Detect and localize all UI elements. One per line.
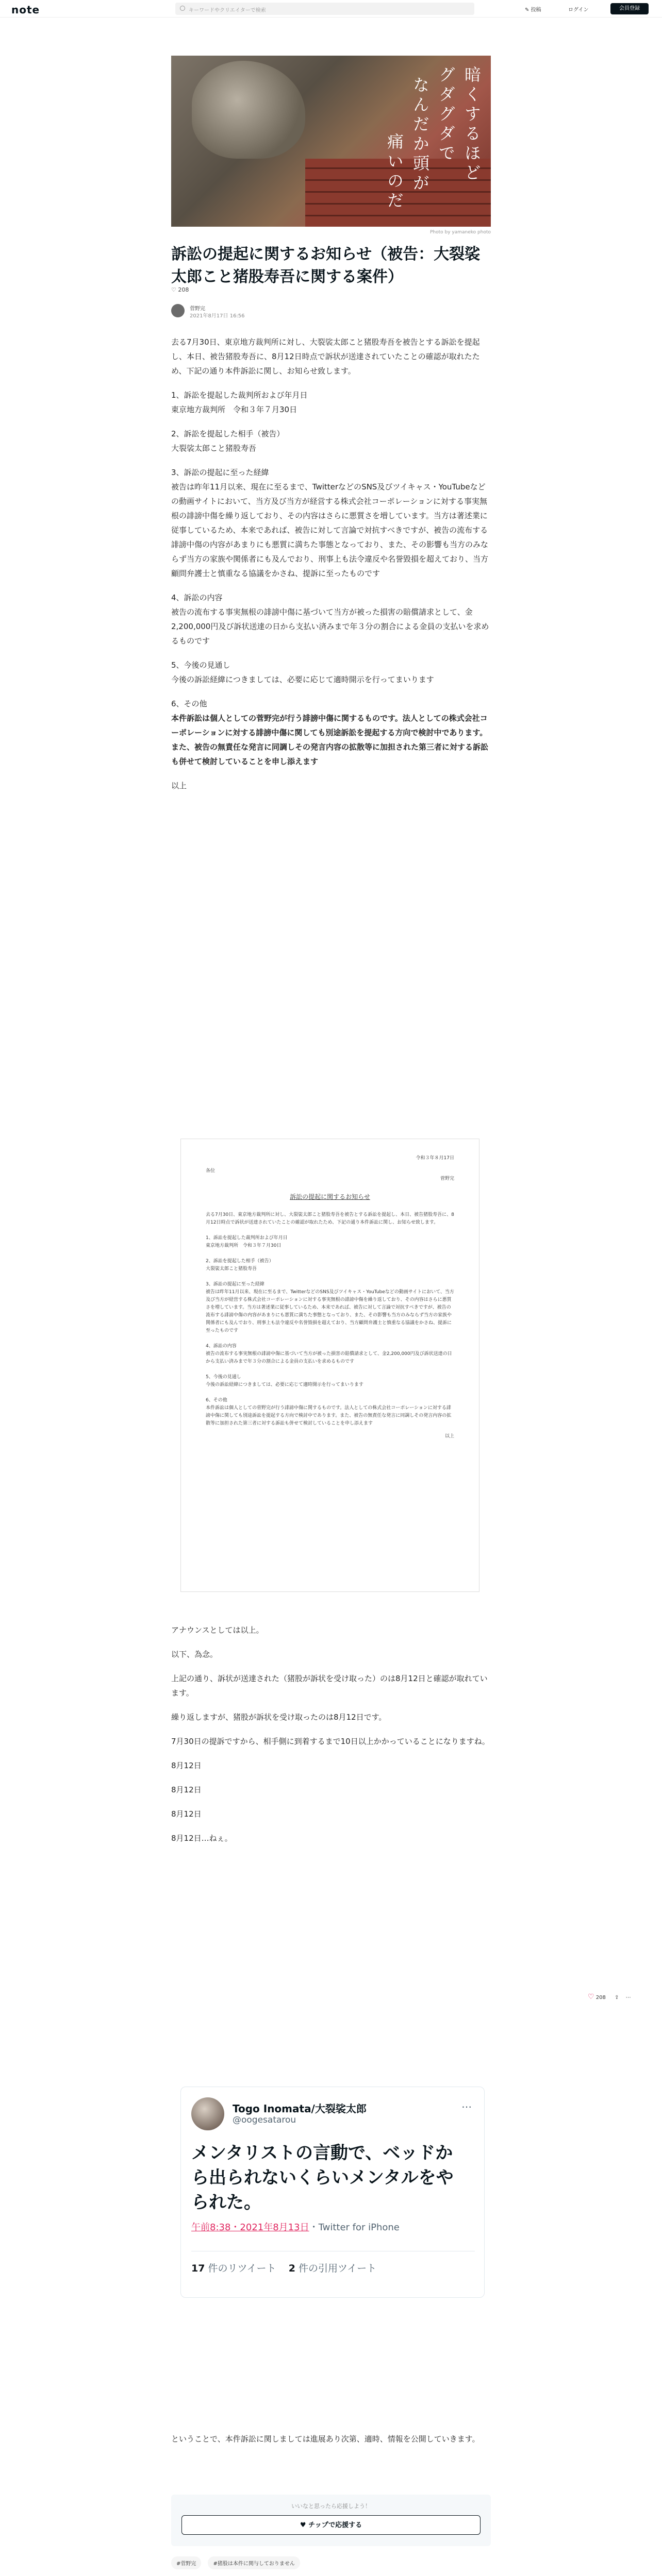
- login-button[interactable]: ログイン: [568, 7, 589, 13]
- embedded-tweet[interactable]: [180, 2087, 485, 2298]
- doc-p9: 5、今後の見通し: [206, 1375, 241, 1380]
- post-date: 2021年8月17日 16:56: [190, 313, 245, 319]
- tip-label: チップで応援する: [308, 2521, 362, 2529]
- doc-p6: 被告は昨年11月以来、現在に至るまで、TwitterなどのSNS及びツイキャス・YouTubeなどの動画サイトにおいて、当方及び当方が経営する株式会社コーポレーションに対する事実無根の誹謗中傷を繰り返しており、その内容はさらに悪質さを増しています。当方は著述業に従事しているため、本来であれば、被告に対して言論で対抗すべきですが、被告の流布する誹謗中傷の内容があまりにも悪質に満ちた事態となっており、また、その影響も当方のみならず当方の家族や関係者にも及んでおり、刑事上も法令違反や名誉毀損を超えており、当方顧問弁護士と慎重なる協議をかさね、提訴に至ったものです: [206, 1290, 454, 1333]
- floating-actions: [588, 1993, 631, 2001]
- tweet-avatar[interactable]: [191, 2097, 224, 2130]
- register-button[interactable]: 会員登録: [610, 3, 649, 14]
- paragraph: 本件訴訟は個人としての菅野完が行う誹謗中傷に関するものです。法人としての株式会社コーポレーションに対する誹謗中傷に関しても別途訴訟を提起する方向で検討中であります。また、被告の無責任な発言に同調しその発言内容の拡散等に加担された第三者に対する訴訟も併せて検討していることを申し添えます: [171, 714, 489, 766]
- doc-p7: 4、訴訟の内容: [206, 1344, 237, 1349]
- support-box: [171, 2495, 491, 2546]
- doc-from: 菅野完: [440, 1176, 454, 1181]
- hero-text-1: 暗くするほど: [462, 66, 482, 183]
- paragraph: 繰り返しますが、猪股が訴状を受け取ったのは8月12日です。: [171, 1713, 387, 1722]
- paragraph: 以下、為念。: [171, 1650, 218, 1659]
- tweet-more-icon[interactable]: ⋯: [461, 2100, 472, 2113]
- doc-p0: 去る7月30日、東京地方裁判所に対し、大裂裟太郎こと猪股寿吾を被告とする訴訟を提起し、本日、被告猪股寿吾に、8月12日時点で訴状が送達されていたことの確認が取れたため、下記の通り本件訴訟に関し、お知らせ致します。: [206, 1212, 454, 1225]
- doc-p5: 3、訴訟の提起に至った経緯: [206, 1282, 264, 1287]
- doc-end: 以上: [444, 1434, 454, 1439]
- paragraph: 5、今後の見通し: [171, 660, 230, 670]
- retweet-label: 件のリツイート: [208, 2263, 276, 2274]
- doc-p8: 被告の流布する事実無根の誹謗中傷に基づいて当方が被った損害の賠償請求として、金2,200,000円及び訴状送達の日から支払い済みまで年３分の割合による金員の支払いを求めるものです: [206, 1351, 452, 1364]
- paragraph: 被告の流布する事実無根の誹謗中傷に基づいて当方が被った損害の賠償請求として、金2,200,000円及び訴状送達の日から支払い済みまで年３分の割合による金員の支払いを求めるものです: [171, 607, 489, 646]
- doc-date: 令和３年８月17日: [416, 1156, 454, 1161]
- tweet-source: ・Twitter for iPhone: [309, 2222, 400, 2233]
- quote-label: 件の引用ツイート: [299, 2263, 377, 2274]
- post-button[interactable]: ✎ 投稿: [525, 7, 541, 13]
- note-logo[interactable]: note: [11, 4, 40, 16]
- paragraph: 上記の通り、訴状が送達された（猪股が訴状を受け取った）のは8月12日と確認が取れています。: [171, 1674, 488, 1698]
- paragraph: 8月12日: [171, 1761, 202, 1770]
- doc-p1: 1、訴訟を提起した裁判所および年月日: [206, 1235, 288, 1241]
- article-title: 訴訟の提起に関するお知らせ（被告：大裂裟太郎こと猪股寿吾に関する案件）: [171, 245, 481, 286]
- tag[interactable]: #猪股は本件に関与しておりません: [208, 2556, 300, 2569]
- doc-p2: 東京地方裁判所 令和３年７月30日: [206, 1243, 282, 1248]
- like-count: 208: [178, 286, 189, 293]
- tweet-author-name[interactable]: Togo Inomata/大裂裟太郎: [233, 2103, 367, 2115]
- paragraph: 6、その他: [171, 699, 207, 708]
- paragraph: 4、訴訟の内容: [171, 593, 223, 602]
- photo-credit: Photo by yamaneko photo: [429, 230, 491, 235]
- retweet-count[interactable]: 17: [191, 2263, 205, 2274]
- doc-title: 訴訟の提起に関するお知らせ: [290, 1193, 370, 1200]
- tweet-meta: [191, 2220, 400, 2233]
- closing-text: [171, 2432, 491, 2446]
- paragraph: 東京地方裁判所 令和３年７月30日: [171, 405, 297, 414]
- article-body: [171, 335, 491, 793]
- hero-image: [171, 56, 491, 227]
- paragraph: 1、訴訟を提起した裁判所および年月日: [171, 391, 308, 400]
- doc-p11: 6、その他: [206, 1398, 227, 1403]
- tag-list: [171, 2556, 491, 2569]
- paragraph: 去る7月30日、東京地方裁判所に対し、大裂裟太郎こと猪股寿吾を被告とする訴訟を提起し、本日、被告猪股寿吾に、8月12日時点で訴状が送達されていたことの確認が取れたため、下記の通り本件訴訟に関し、お知らせ致します。: [171, 337, 480, 376]
- article-body-2: [171, 1623, 491, 1845]
- support-lead: いいなと思ったら応援しよう！: [291, 2503, 371, 2510]
- doc-p4: 大裂裟太郎こと猪股寿吾: [206, 1266, 257, 1272]
- hero-text-3: なんだか頭が: [410, 76, 430, 194]
- tip-button[interactable]: ♥ チップで応援する: [181, 2515, 481, 2535]
- doc-p3: 2、訴訟を提起した相手（被告）: [206, 1259, 274, 1264]
- post-label: 投稿: [531, 7, 541, 13]
- paragraph: 2、訴訟を提起した相手（被告）: [171, 429, 285, 438]
- paragraph: 8月12日: [171, 1785, 202, 1794]
- top-header: [0, 0, 662, 18]
- cat-photo: [192, 61, 305, 159]
- tag[interactable]: #菅野完: [171, 2556, 201, 2569]
- hero-text-2: グダグダで: [436, 66, 456, 164]
- paragraph: アナウンスとしては以上。: [171, 1625, 264, 1635]
- search-placeholder: キーワードやクリエイターで検索: [189, 8, 266, 13]
- quote-count[interactable]: 2: [288, 2263, 295, 2274]
- paragraph: 8月12日…ねぇ。: [171, 1834, 233, 1843]
- like-icon[interactable]: ♡: [588, 1993, 594, 2001]
- paragraph: 3、訴訟の提起に至った経緯: [171, 468, 269, 477]
- doc-p10: 今後の訴訟経緯につきましては、必要に応じて適時開示を行ってまいります: [206, 1382, 363, 1387]
- author-name[interactable]: 菅野完: [190, 306, 205, 312]
- paragraph: 以上: [171, 781, 187, 790]
- author-avatar[interactable]: [171, 304, 185, 317]
- search-icon: [180, 6, 185, 11]
- more-icon[interactable]: ⋯: [625, 1995, 631, 2001]
- paragraph: 7月30日の提訴ですから、相手側に到着するまで10日以上かかっていることになりますね。: [171, 1737, 490, 1746]
- tweet-handle[interactable]: @oogesatarou: [233, 2115, 296, 2125]
- document-image[interactable]: [180, 1139, 479, 1592]
- side-like-count: 208: [595, 1995, 606, 2001]
- hero-text-4: 痛いのだ: [385, 133, 404, 211]
- tweet-timestamp[interactable]: 午前8:38・2021年8月13日: [191, 2222, 309, 2233]
- paragraph: 大裂裟太郎こと猪股寿吾: [171, 444, 257, 453]
- search-input[interactable]: [175, 3, 474, 15]
- tweet-text: メンタリストの言動で、ベッドから出られないくらいメンタルをやられた。: [191, 2143, 454, 2213]
- tweet-stats: [191, 2251, 475, 2275]
- paragraph: 8月12日: [171, 1809, 202, 1819]
- share-icon[interactable]: ⇪: [615, 1995, 619, 2001]
- paragraph: ということで、本件訴訟に関しましては進展あり次第、適時、情報を公開していきます。: [171, 2434, 480, 2444]
- doc-p12: 本件訴訟は個人としての菅野完が行う誹謗中傷に関するものです。法人としての株式会社コーポレーションに対する誹謗中傷に関しても別途訴訟を提起する方向で検討中であります。また、被告の無責任な発言に同調しその発言内容の拡散等に加担された第三者に対する訴訟も併せて検討していることを申し添えます: [206, 1405, 452, 1426]
- paragraph: 今後の訴訟経緯につきましては、必要に応じて適時開示を行ってまいります: [171, 675, 434, 684]
- like-count-top[interactable]: ♡ 208: [171, 286, 189, 293]
- doc-to: 各位: [206, 1168, 216, 1174]
- paragraph: 被告は昨年11月以来、現在に至るまで、TwitterなどのSNS及びツイキャス・YouTubeなどの動画サイトにおいて、当方及び当方が経営する株式会社コーポレーションに対する事実無根の誹謗中傷を繰り返しており、その内容はさらに悪質さを増しています。当方は著述業に従事しているため、本来であれば、被告に対して言論で対抗すべきですが、被告の流布する誹謗中傷の内容があまりにも悪質に満ちた事態となっており、また、その影響も当方のみならず当方の家族や関係者にも及んでおり、刑事上も法令違反や名誉毀損を超えており、当方顧問弁護士と慎重なる協議をかさね、提訴に至ったものです: [171, 482, 489, 578]
